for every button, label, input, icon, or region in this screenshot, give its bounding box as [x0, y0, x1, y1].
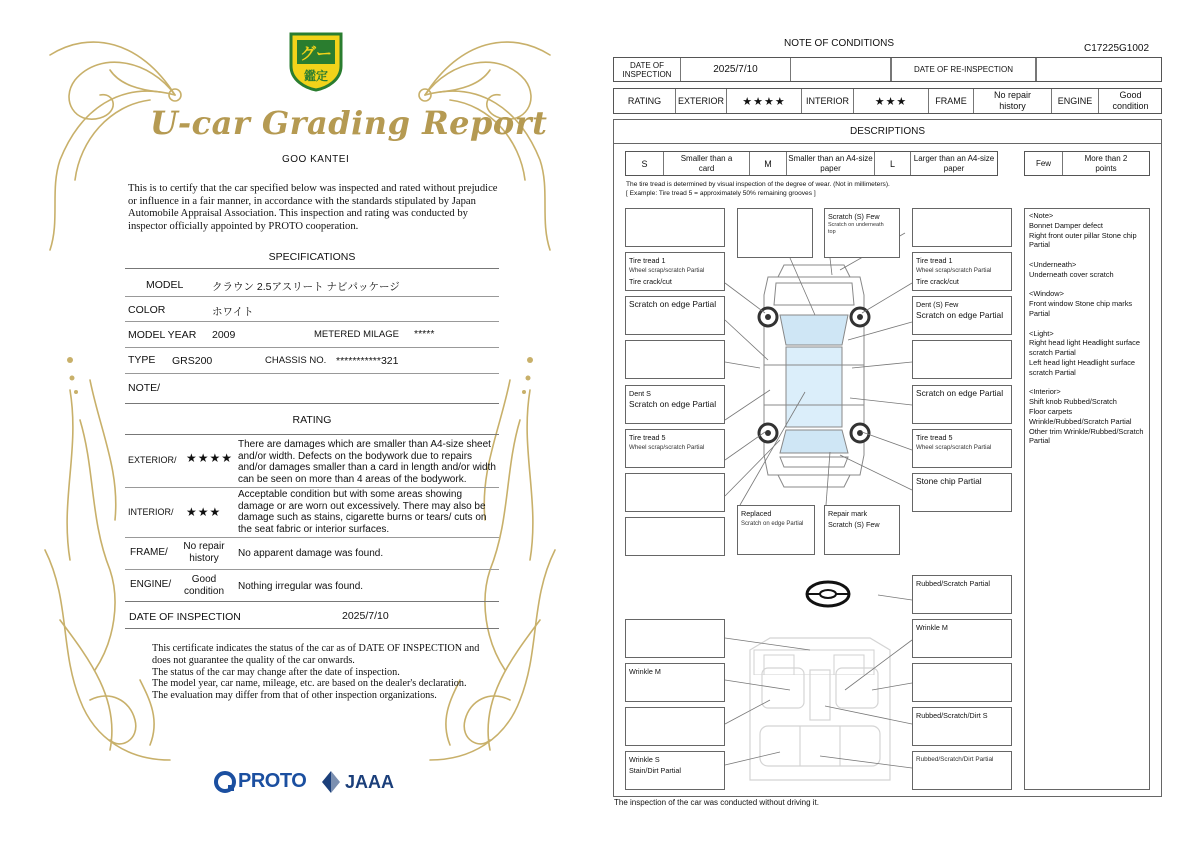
legend-m-desc: Smaller than an A4-size paper: [787, 152, 875, 175]
diagram-box-right-5: [912, 429, 1012, 468]
interior-stars-right: ★★★: [854, 89, 929, 113]
proto-logo: [214, 770, 306, 793]
box-r5-main: Tire tread 5: [916, 433, 953, 442]
box-i-r2: Wrinkle M: [916, 623, 948, 632]
interior-description: Acceptable condition but with some areas showing damage or are worn out excessively. There may also be damage such as stains, cigarette burns or tears/ cuts on the seat fabric or interior surfaces.: [238, 489, 487, 535]
date-inspection-value: 2025/7/10: [681, 58, 791, 81]
condition-notes-panel: [1024, 208, 1150, 790]
box-r1-main: Tire tread 1: [916, 256, 953, 265]
box-i-l2: Wrinkle M: [629, 667, 661, 676]
diagram-box-bottom-right: [824, 505, 900, 555]
frame-label-right: FRAME: [929, 89, 974, 113]
note-of-conditions-sheet: [600, 0, 1200, 848]
legend-s-desc: Smaller than a card: [664, 152, 750, 175]
date-inspection-label: DATE OF INSPECTION: [614, 58, 681, 81]
condition-note-line: [1029, 280, 1145, 290]
frame-description: No apparent damage was found.: [238, 548, 384, 559]
conditions-footer: The inspection of the car was conducted without driving it.: [614, 798, 819, 807]
interior-stars: ★★★: [186, 505, 222, 519]
frame-value: No repair history: [183, 541, 225, 564]
condition-note-line: [1029, 250, 1145, 260]
exterior-description: There are damages which are smaller than A4-size sheet and/or width. Defects on the bodywork due to repairs and/or damages smaller than a card in length and/or width can be seen on more than 4 areas of the bodywork.: [238, 439, 496, 485]
interior-box-left-4: [625, 751, 725, 790]
model-label: MODEL: [146, 279, 184, 291]
box-i-r3: Rubbed/Scratch/Dirt S: [916, 711, 988, 720]
diagram-box-left-5: [625, 429, 725, 468]
diagram-box-top-center: [824, 208, 900, 258]
condition-note-line: <Note>: [1029, 211, 1054, 220]
diagram-box-right-4: [912, 385, 1012, 424]
type-value: GRS200: [172, 355, 213, 367]
frame-value-right: No repair history: [974, 89, 1052, 113]
condition-note-line: Right front outer pillar Stone chip Partial: [1029, 230, 1137, 250]
box-r2-extra: Scratch on edge Partial: [916, 310, 1004, 320]
box-l2-main: Scratch on edge Partial: [629, 299, 717, 309]
exterior-stars-right: ★★★★: [727, 89, 802, 113]
color-value: ホワイト: [212, 306, 254, 318]
exterior-stars: ★★★★: [186, 451, 234, 465]
box-r5-sub: Wheel scrap/scratch Partial: [916, 444, 992, 451]
diagram-box-left-2: [625, 296, 725, 335]
diagram-box-right-2: [912, 296, 1012, 335]
box-l4-extra: Scratch on edge Partial: [629, 399, 717, 409]
model-year-value: 2009: [212, 329, 236, 341]
color-label: COLOR: [128, 304, 166, 316]
interior-box-left-2: [625, 663, 725, 702]
diagram-box-left-6: [625, 473, 725, 512]
box-l5-sub: Wheel scrap/scratch Partial: [629, 444, 705, 451]
condition-note-line: <Light>: [1029, 328, 1054, 338]
type-label: TYPE: [128, 354, 156, 366]
tire-tread-note: The tire tread is determined by visual inspection of the degree of wear. (Not in millimeters). [ Example: Tire tread 5 = approximately 50% remaining grooves ]: [626, 181, 890, 197]
inspection-date-value: 2025/7/10: [342, 610, 389, 622]
condition-notes-list: [1029, 211, 1145, 446]
specifications-heading: SPECIFICATIONS: [268, 251, 356, 263]
box-l1-sub: Wheel scrap/scratch Partial: [629, 267, 705, 274]
goo-kantei-badge-icon: [287, 30, 345, 92]
diagram-box-right-3: [912, 340, 1012, 379]
condition-note-line: Front window Stone chip marks Partial: [1029, 299, 1133, 318]
condition-note-line: Other trim Wrinkle/Rubbed/Scratch Partial: [1029, 426, 1144, 446]
diagram-box-right-0: [912, 208, 1012, 247]
box-l1-extra: Tire crack/cut: [629, 277, 672, 286]
box-bc2-extra: Scratch (S) Few: [828, 520, 880, 529]
box-top-center-main: Scratch (S) Few: [828, 212, 880, 221]
proto-logo-text: PROTO: [238, 770, 307, 792]
model-year-label: MODEL YEAR: [128, 329, 197, 341]
box-l5-main: Tire tread 5: [629, 433, 666, 442]
box-bc1-sub: Scratch on edge Partial: [741, 521, 804, 527]
engine-label-right: ENGINE: [1052, 89, 1099, 113]
diagram-box-bottom-left: [737, 505, 815, 555]
engine-value-right: Good condition: [1112, 90, 1149, 111]
proto-mark-icon: [214, 771, 236, 793]
box-i-r4: Rubbed/Scratch/Dirt Partial: [916, 756, 994, 763]
legend-l-desc: Larger than an A4-size paper: [913, 154, 995, 173]
condition-note-line: Floor carpets Wrinkle/Rubbed/Scratch Partial: [1029, 406, 1132, 426]
condition-note-line: <Underneath>: [1029, 259, 1077, 269]
rating-label: RATING: [614, 89, 676, 113]
certificate-disclaimer: This certificate indicates the status of the car as of DATE OF INSPECTION and does not guarantee the quality of the car onwards. The status of the car may change after the date of inspection. The model year, car name, mileage, etc. are based on the dealer's declaration. The evaluation may differ from that of other inspection organizations.: [152, 643, 480, 702]
jaaa-logo: [320, 770, 394, 794]
box-l4-main: Dent S: [629, 389, 651, 398]
engine-label: ENGINE/: [130, 579, 172, 590]
box-bc1-main: Replaced: [741, 509, 772, 518]
chassis-label: CHASSIS NO.: [265, 355, 327, 366]
condition-note-line: <Interior>: [1029, 387, 1061, 397]
interior-box-left-3: [625, 707, 725, 746]
diagram-box-right-6: [912, 473, 1012, 512]
interior-label: INTERIOR/: [128, 507, 174, 517]
interior-label-right: INTERIOR: [802, 89, 854, 113]
condition-note-line: Underneath cover scratch: [1029, 269, 1114, 279]
report-title: U-car Grading Report: [150, 104, 548, 142]
diagram-box-right-1: [912, 252, 1012, 291]
engine-value: Good condition: [183, 574, 225, 597]
legend-l: L: [875, 152, 911, 175]
certification-statement: This is to certify that the car specified below was inspected and rated without prejudice or influence in a fair manner, in accordance with the standards stipulated by Japan Automobile Appraisal Association. This inspection and rating was conducted by inspector officially appointed by PROTO cooperation.: [128, 183, 498, 232]
interior-box-right-2b: [912, 663, 1012, 702]
condition-note-line: [1029, 319, 1145, 329]
interior-box-right-4: [912, 751, 1012, 790]
chassis-value: ***********321: [336, 355, 399, 367]
box-r4-main: Scratch on edge Partial: [916, 388, 1004, 398]
jaaa-logo-text: JAAA: [345, 771, 395, 792]
box-r6-main: Stone chip Partial: [916, 476, 982, 486]
conditions-title: NOTE OF CONDITIONS: [784, 38, 894, 49]
legend-s: S: [626, 152, 664, 175]
frame-label: FRAME/: [130, 547, 168, 558]
condition-note-line: Left head light Headlight surface scratch Partial: [1029, 357, 1136, 377]
box-bc2-main: Repair mark: [828, 509, 868, 518]
box-l1-main: Tire tread 1: [629, 256, 666, 265]
condition-note-line: [1029, 378, 1145, 388]
condition-note-line: Bonnet Damper defect: [1029, 220, 1103, 230]
jaaa-mark-icon: [320, 770, 342, 794]
box-r1-extra: Tire crack/cut: [916, 277, 959, 286]
report-subtitle: GOO KANTEI: [282, 154, 350, 165]
interior-box-right-1: [912, 575, 1012, 614]
badge-top-text: グー: [299, 44, 333, 63]
date-reinspection-label: DATE OF RE-INSPECTION: [891, 58, 1036, 81]
exterior-label-right: EXTERIOR: [676, 89, 727, 113]
box-i-l4-extra: Stain/Dirt Partial: [629, 766, 681, 775]
mileage-label: METERED MILAGE: [314, 329, 399, 340]
engine-description: Nothing irregular was found.: [238, 581, 364, 592]
legend-few-desc: More than 2 points: [1084, 154, 1128, 173]
diagram-box-left-7: [625, 517, 725, 556]
badge-bottom-text: 鑑定: [303, 69, 329, 83]
note-label: NOTE/: [128, 382, 161, 394]
diagram-box-left-3: [625, 340, 725, 379]
rating-heading: RATING: [292, 414, 332, 426]
box-i-r1: Rubbed/Scratch Partial: [916, 579, 990, 588]
model-value: クラウン 2.5アスリート ナビパッケージ: [212, 281, 400, 293]
box-top-center-sub: Scratch on underneath top: [828, 222, 884, 235]
legend-few: Few: [1025, 152, 1063, 175]
exterior-label: EXTERIOR/: [128, 455, 177, 465]
condition-note-line: Right head light Headlight surface scratch Partial: [1029, 338, 1140, 358]
interior-box-right-2: [912, 619, 1012, 658]
legend-m: M: [750, 152, 787, 175]
diagram-box-left-0: [625, 208, 725, 247]
condition-note-line: Shift knob Rubbed/Scratch: [1029, 397, 1117, 407]
descriptions-heading: DESCRIPTIONS: [849, 126, 925, 137]
box-i-l4-main: Wrinkle S: [629, 755, 660, 764]
condition-note-line: <Window>: [1029, 289, 1064, 299]
diagram-box-top-left: [737, 208, 813, 258]
mileage-value: *****: [414, 328, 435, 340]
box-r2-main: Dent (S) Few: [916, 300, 959, 309]
interior-box-right-3: [912, 707, 1012, 746]
inspection-date-label: DATE OF INSPECTION: [129, 611, 241, 623]
box-r1-sub: Wheel scrap/scratch Partial: [916, 267, 992, 274]
interior-box-left-1: [625, 619, 725, 658]
document-id: C17225G1002: [1084, 43, 1150, 54]
diagram-box-left-4: [625, 385, 725, 424]
diagram-box-left-1: [625, 252, 725, 291]
